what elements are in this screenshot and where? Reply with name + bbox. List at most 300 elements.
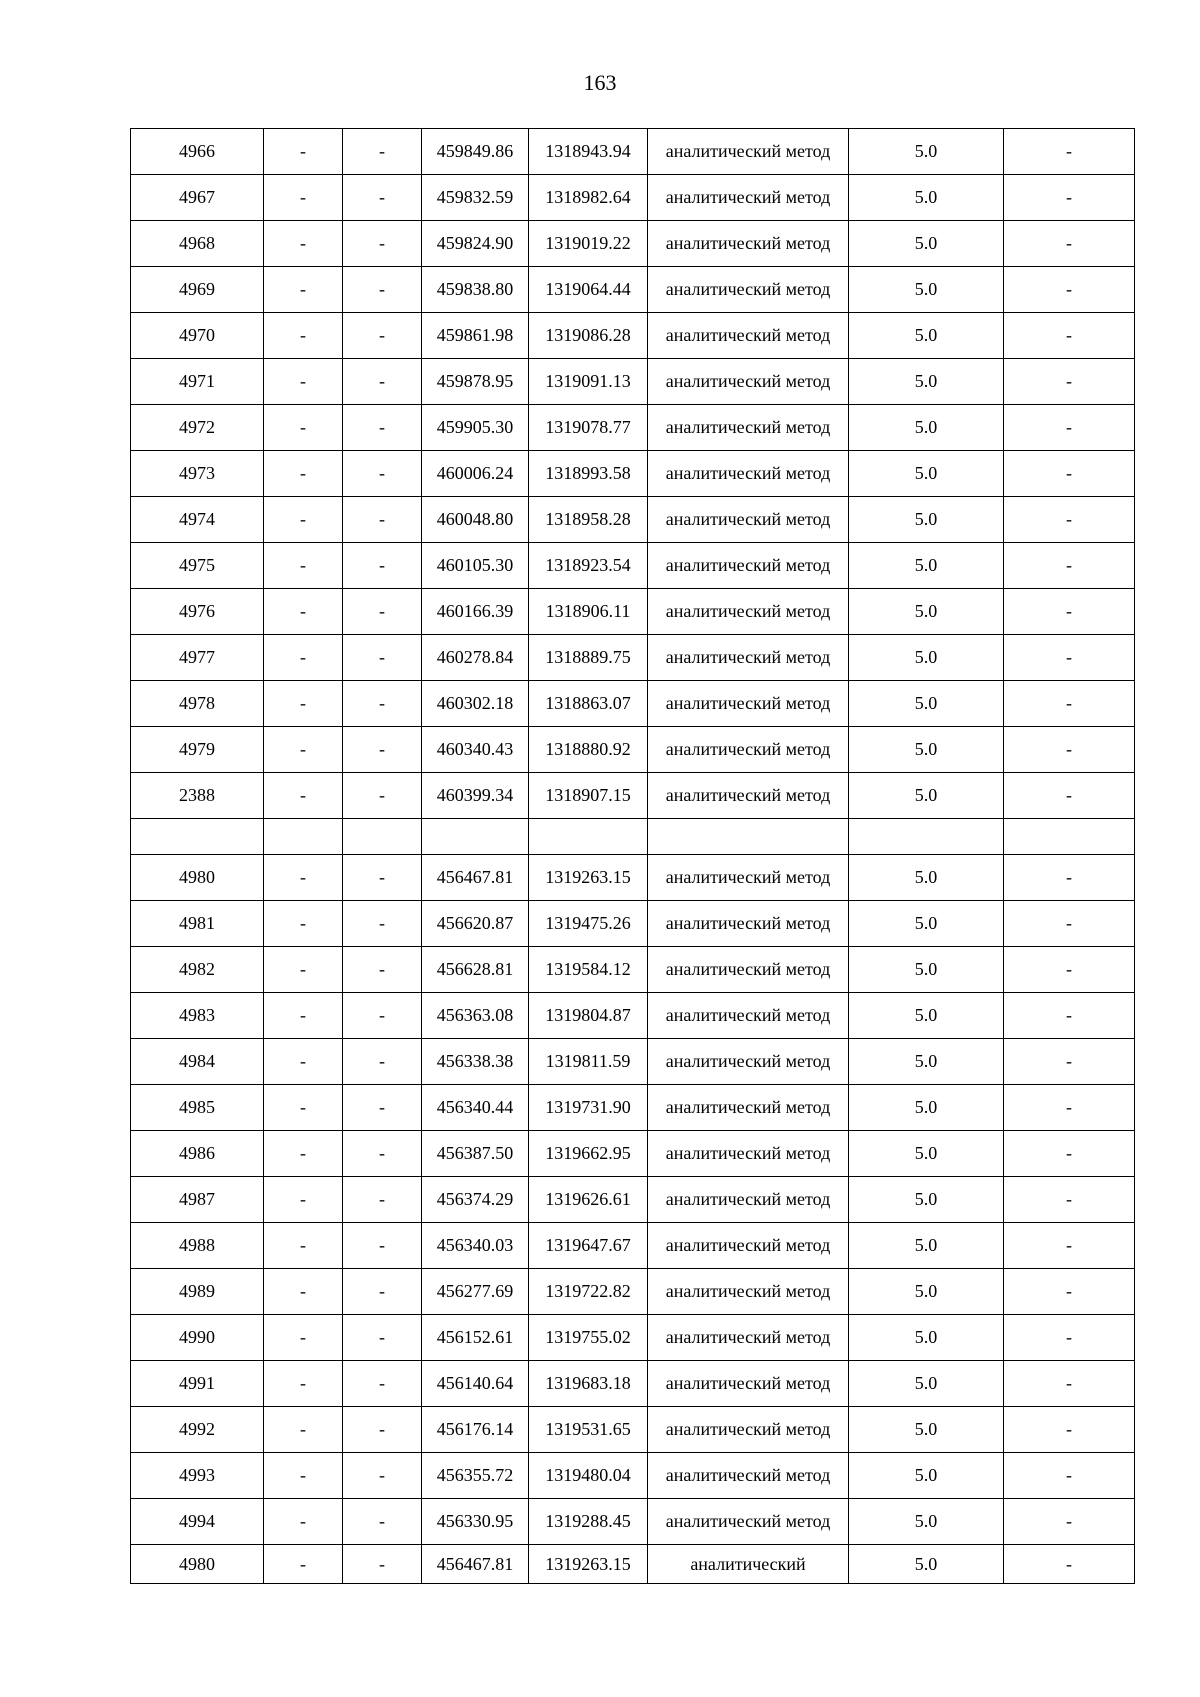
method-cell [648, 405, 849, 451]
accuracy-text: 5.0 [914, 1051, 938, 1071]
empty-column-3-text: - [379, 1419, 385, 1439]
note-text: - [1066, 1465, 1072, 1485]
point-number-cell [131, 819, 264, 855]
note-cell [1004, 681, 1135, 727]
accuracy-cell [849, 267, 1004, 313]
x-coordinate-cell [422, 1453, 529, 1499]
table-row [131, 589, 1135, 635]
point-number-cell [131, 1223, 264, 1269]
method-text: аналитический метод [665, 913, 831, 933]
empty-column-3-cell [343, 1545, 422, 1584]
note-cell [1004, 855, 1135, 901]
x-coordinate-cell [422, 1545, 529, 1584]
x-coordinate-cell [422, 773, 529, 819]
empty-column-2-text: - [300, 867, 306, 887]
note-cell [1004, 1499, 1135, 1545]
x-coordinate-cell [422, 543, 529, 589]
method-text: аналитический метод [665, 1005, 831, 1025]
y-coordinate-cell [529, 313, 648, 359]
empty-column-3-text: - [379, 325, 385, 345]
y-coordinate-cell [529, 267, 648, 313]
x-coordinate-text: 456363.08 [436, 1005, 514, 1025]
y-coordinate-cell [529, 405, 648, 451]
empty-column-2-text: - [300, 1051, 306, 1071]
point-number-text: 2388 [179, 785, 215, 805]
x-coordinate-text: 459861.98 [436, 325, 514, 345]
accuracy-text: 5.0 [914, 693, 938, 713]
y-coordinate-text: 1319480.04 [545, 1465, 631, 1485]
point-number-cell [131, 313, 264, 359]
y-coordinate-text: 1319064.44 [545, 279, 631, 299]
empty-column-2-cell [264, 1315, 343, 1361]
method-cell [648, 1131, 849, 1177]
point-number-cell [131, 773, 264, 819]
method-cell [648, 497, 849, 543]
method-cell [648, 359, 849, 405]
accuracy-cell [849, 901, 1004, 947]
empty-column-3-text: - [379, 785, 385, 805]
note-text: - [1066, 647, 1072, 667]
note-cell [1004, 221, 1135, 267]
note-text: - [1066, 1189, 1072, 1209]
empty-column-3-text: - [379, 647, 385, 667]
table-row [131, 1223, 1135, 1269]
empty-column-2-cell [264, 1131, 343, 1177]
y-coordinate-text: 1319755.02 [545, 1327, 631, 1347]
y-coordinate-text: 1319662.95 [545, 1143, 631, 1163]
method-cell [648, 819, 849, 855]
y-coordinate-cell [529, 497, 648, 543]
method-cell [648, 313, 849, 359]
y-coordinate-cell [529, 1407, 648, 1453]
accuracy-cell [849, 1315, 1004, 1361]
method-text: аналитический метод [665, 325, 831, 345]
accuracy-text: 5.0 [914, 739, 938, 759]
empty-column-2-text: - [300, 1465, 306, 1485]
method-text: аналитический метод [665, 187, 831, 207]
y-coordinate-cell [529, 1039, 648, 1085]
point-number-text: 4973 [179, 463, 215, 483]
x-coordinate-cell [422, 1269, 529, 1315]
x-coordinate-text: 456338.38 [436, 1051, 514, 1071]
point-number-text: 4989 [179, 1281, 215, 1301]
table-body [131, 129, 1135, 1584]
x-coordinate-text: 459824.90 [436, 233, 514, 253]
accuracy-cell [849, 589, 1004, 635]
note-text: - [1066, 417, 1072, 437]
y-coordinate-cell [529, 1085, 648, 1131]
point-number-text: 4970 [179, 325, 215, 345]
method-text: аналитический метод [665, 1235, 831, 1255]
empty-column-2-cell [264, 993, 343, 1039]
table-row [131, 267, 1135, 313]
y-coordinate-text: 1319263.15 [545, 1553, 631, 1574]
x-coordinate-cell [422, 175, 529, 221]
note-text: - [1066, 1373, 1072, 1393]
y-coordinate-text: 1318863.07 [545, 693, 631, 713]
empty-column-3-text: - [379, 555, 385, 575]
y-coordinate-cell [529, 727, 648, 773]
x-coordinate-text: 456152.61 [436, 1327, 514, 1347]
note-cell [1004, 405, 1135, 451]
note-cell [1004, 1453, 1135, 1499]
x-coordinate-cell [422, 1499, 529, 1545]
note-text: - [1066, 1419, 1072, 1439]
x-coordinate-cell [422, 1131, 529, 1177]
method-text: аналитический метод [665, 647, 831, 667]
accuracy-cell [849, 855, 1004, 901]
y-coordinate-cell [529, 1269, 648, 1315]
note-text: - [1066, 601, 1072, 621]
empty-column-2-cell [264, 1361, 343, 1407]
table-row [131, 947, 1135, 993]
accuracy-text: 5.0 [914, 647, 938, 667]
empty-column-3-cell [343, 1223, 422, 1269]
method-text: аналитический метод [665, 959, 831, 979]
x-coordinate-cell [422, 1223, 529, 1269]
empty-column-3-cell [343, 1269, 422, 1315]
table-row [131, 727, 1135, 773]
note-text: - [1066, 1097, 1072, 1117]
x-coordinate-text: 456277.69 [436, 1281, 514, 1301]
table-row [131, 1315, 1135, 1361]
point-number-text: 4975 [179, 555, 215, 575]
y-coordinate-cell [529, 1545, 648, 1584]
accuracy-text: 5.0 [914, 1373, 938, 1393]
table-row [131, 313, 1135, 359]
point-number-cell [131, 1177, 264, 1223]
point-number-cell [131, 947, 264, 993]
accuracy-cell [849, 947, 1004, 993]
point-number-cell [131, 359, 264, 405]
accuracy-text: 5.0 [914, 1281, 938, 1301]
method-text: аналитический метод [665, 1465, 831, 1485]
x-coordinate-text: 456620.87 [436, 913, 514, 933]
method-text: аналитический метод [665, 601, 831, 621]
point-number-text: 4966 [179, 141, 215, 161]
empty-column-3-cell [343, 1499, 422, 1545]
accuracy-cell [849, 1499, 1004, 1545]
empty-column-2-cell [264, 947, 343, 993]
empty-column-2-cell [264, 359, 343, 405]
y-coordinate-cell [529, 589, 648, 635]
y-coordinate-text: 1319683.18 [545, 1373, 631, 1393]
empty-column-3-text: - [379, 601, 385, 621]
empty-column-3-text: - [379, 279, 385, 299]
note-cell [1004, 313, 1135, 359]
accuracy-text: 5.0 [914, 141, 938, 161]
point-number-cell [131, 267, 264, 313]
method-cell [648, 855, 849, 901]
method-text: аналитический метод [665, 1097, 831, 1117]
method-cell [648, 1407, 849, 1453]
y-coordinate-text: 1319804.87 [545, 1005, 631, 1025]
accuracy-cell [849, 1269, 1004, 1315]
y-coordinate-cell [529, 1361, 648, 1407]
accuracy-cell [849, 1131, 1004, 1177]
note-cell [1004, 727, 1135, 773]
empty-column-3-cell [343, 359, 422, 405]
y-coordinate-cell [529, 819, 648, 855]
y-coordinate-cell [529, 1131, 648, 1177]
table-row [131, 221, 1135, 267]
accuracy-cell [849, 993, 1004, 1039]
empty-column-3-cell [343, 267, 422, 313]
accuracy-text: 5.0 [914, 959, 938, 979]
method-cell [648, 221, 849, 267]
method-cell [648, 1499, 849, 1545]
table-row [131, 451, 1135, 497]
method-text: аналитический метод [665, 141, 831, 161]
empty-column-2-text: - [300, 279, 306, 299]
accuracy-text: 5.0 [914, 187, 938, 207]
point-number-cell [131, 727, 264, 773]
note-cell [1004, 947, 1135, 993]
x-coordinate-text: 460166.39 [436, 601, 514, 621]
y-coordinate-cell [529, 947, 648, 993]
y-coordinate-cell [529, 451, 648, 497]
accuracy-cell [849, 313, 1004, 359]
accuracy-cell [849, 1407, 1004, 1453]
x-coordinate-cell [422, 359, 529, 405]
accuracy-text: 5.0 [914, 325, 938, 345]
x-coordinate-text: 459832.59 [436, 187, 514, 207]
empty-column-3-text: - [379, 1553, 385, 1574]
spacer-row [131, 819, 1135, 855]
empty-column-2-cell [264, 1177, 343, 1223]
accuracy-text: 5.0 [914, 1511, 938, 1531]
empty-column-3-cell [343, 1453, 422, 1499]
x-coordinate-text: 456467.81 [436, 1553, 514, 1574]
empty-column-2-cell [264, 405, 343, 451]
method-text: аналитический метод [665, 1327, 831, 1347]
empty-column-3-text: - [379, 1005, 385, 1025]
empty-column-2-cell [264, 175, 343, 221]
coordinates-table [130, 128, 1135, 1584]
method-cell [648, 129, 849, 175]
empty-column-3-cell [343, 901, 422, 947]
accuracy-cell [849, 359, 1004, 405]
note-text: - [1066, 187, 1072, 207]
method-cell [648, 267, 849, 313]
method-cell [648, 1085, 849, 1131]
point-number-cell [131, 1085, 264, 1131]
accuracy-text: 5.0 [914, 555, 938, 575]
y-coordinate-cell [529, 681, 648, 727]
x-coordinate-text: 456340.44 [436, 1097, 514, 1117]
empty-column-2-cell [264, 1269, 343, 1315]
x-coordinate-cell [422, 1177, 529, 1223]
empty-column-2-cell [264, 543, 343, 589]
empty-column-3-cell [343, 405, 422, 451]
empty-column-2-cell [264, 129, 343, 175]
accuracy-text: 5.0 [914, 463, 938, 483]
note-text: - [1066, 693, 1072, 713]
empty-column-2-cell [264, 589, 343, 635]
method-text: аналитический метод [665, 785, 831, 805]
y-coordinate-cell [529, 1177, 648, 1223]
empty-column-3-cell [343, 1131, 422, 1177]
empty-column-2-text: - [300, 1419, 306, 1439]
table-row [131, 175, 1135, 221]
note-text: - [1066, 1327, 1072, 1347]
y-coordinate-text: 1319086.28 [545, 325, 631, 345]
note-cell [1004, 1407, 1135, 1453]
empty-column-3-text: - [379, 959, 385, 979]
y-coordinate-cell [529, 635, 648, 681]
point-number-text: 4971 [179, 371, 215, 391]
empty-column-3-cell [343, 1085, 422, 1131]
x-coordinate-cell [422, 267, 529, 313]
table-row [131, 405, 1135, 451]
table-row [131, 1039, 1135, 1085]
note-cell [1004, 773, 1135, 819]
method-text: аналитический метод [665, 1419, 831, 1439]
point-number-text: 4987 [179, 1189, 215, 1209]
empty-column-3-text: - [379, 867, 385, 887]
note-cell [1004, 129, 1135, 175]
empty-column-3-cell [343, 681, 422, 727]
accuracy-text: 5.0 [914, 1189, 938, 1209]
note-text: - [1066, 1235, 1072, 1255]
table-row [131, 993, 1135, 1039]
empty-column-3-text: - [379, 509, 385, 529]
empty-column-2-text: - [300, 959, 306, 979]
accuracy-text: 5.0 [914, 371, 938, 391]
method-cell [648, 1177, 849, 1223]
method-text: аналитический метод [665, 233, 831, 253]
method-cell [648, 635, 849, 681]
table-row [131, 1085, 1135, 1131]
point-number-text: 4994 [179, 1511, 215, 1531]
y-coordinate-text: 1318907.15 [545, 785, 631, 805]
point-number-cell [131, 681, 264, 727]
point-number-text: 4978 [179, 693, 215, 713]
empty-column-2-cell [264, 819, 343, 855]
note-text: - [1066, 1051, 1072, 1071]
point-number-cell [131, 1545, 264, 1584]
empty-column-3-text: - [379, 1189, 385, 1209]
empty-column-3-text: - [379, 1327, 385, 1347]
empty-column-2-text: - [300, 1327, 306, 1347]
point-number-text: 4985 [179, 1097, 215, 1117]
x-coordinate-text: 456140.64 [436, 1373, 514, 1393]
y-coordinate-text: 1318880.92 [545, 739, 631, 759]
accuracy-text: 5.0 [914, 417, 938, 437]
note-text: - [1066, 555, 1072, 575]
method-text: аналитический метод [665, 417, 831, 437]
point-number-text: 4974 [179, 509, 215, 529]
empty-column-2-text: - [300, 1235, 306, 1255]
point-number-text: 4990 [179, 1327, 215, 1347]
x-coordinate-text: 456176.14 [436, 1419, 514, 1439]
empty-column-2-cell [264, 1499, 343, 1545]
empty-column-3-text: - [379, 1465, 385, 1485]
table-row [131, 359, 1135, 405]
empty-column-2-cell [264, 497, 343, 543]
method-text: аналитический метод [665, 509, 831, 529]
x-coordinate-cell [422, 1039, 529, 1085]
accuracy-text: 5.0 [914, 509, 938, 529]
empty-column-3-text: - [379, 1097, 385, 1117]
method-cell [648, 1223, 849, 1269]
accuracy-text: 5.0 [914, 913, 938, 933]
note-cell [1004, 451, 1135, 497]
note-text: - [1066, 739, 1072, 759]
note-text: - [1066, 785, 1072, 805]
table-row [131, 1499, 1135, 1545]
x-coordinate-text: 460105.30 [436, 555, 514, 575]
y-coordinate-cell [529, 543, 648, 589]
accuracy-text: 5.0 [914, 1097, 938, 1117]
x-coordinate-cell [422, 681, 529, 727]
point-number-cell [131, 1039, 264, 1085]
accuracy-cell [849, 773, 1004, 819]
method-text: аналитический [690, 1553, 806, 1574]
accuracy-text: 5.0 [914, 1143, 938, 1163]
method-text: аналитический метод [665, 279, 831, 299]
empty-column-3-cell [343, 635, 422, 681]
table-row [131, 1177, 1135, 1223]
point-number-text: 4984 [179, 1051, 215, 1071]
x-coordinate-text: 456628.81 [436, 959, 514, 979]
table-row [131, 773, 1135, 819]
empty-column-2-cell [264, 635, 343, 681]
x-coordinate-cell [422, 405, 529, 451]
note-cell [1004, 497, 1135, 543]
y-coordinate-text: 1319584.12 [545, 959, 631, 979]
accuracy-cell [849, 1223, 1004, 1269]
empty-column-3-cell [343, 993, 422, 1039]
accuracy-cell [849, 543, 1004, 589]
empty-column-2-cell [264, 901, 343, 947]
x-coordinate-cell [422, 901, 529, 947]
y-coordinate-text: 1319288.45 [545, 1511, 631, 1531]
x-coordinate-cell [422, 947, 529, 993]
table-row [131, 1269, 1135, 1315]
table-row [131, 1453, 1135, 1499]
table-row [131, 901, 1135, 947]
accuracy-text: 5.0 [914, 1327, 938, 1347]
empty-column-2-text: - [300, 693, 306, 713]
point-number-cell [131, 497, 264, 543]
y-coordinate-text: 1319531.65 [545, 1419, 631, 1439]
note-cell [1004, 635, 1135, 681]
x-coordinate-cell [422, 313, 529, 359]
note-cell [1004, 175, 1135, 221]
note-cell [1004, 1039, 1135, 1085]
empty-column-3-cell [343, 1315, 422, 1361]
empty-column-2-text: - [300, 555, 306, 575]
x-coordinate-cell [422, 589, 529, 635]
note-cell [1004, 359, 1135, 405]
accuracy-cell [849, 1361, 1004, 1407]
accuracy-cell [849, 1085, 1004, 1131]
empty-column-2-cell [264, 773, 343, 819]
accuracy-text: 5.0 [914, 279, 938, 299]
empty-column-3-cell [343, 855, 422, 901]
empty-column-3-cell [343, 773, 422, 819]
method-cell [648, 1269, 849, 1315]
empty-column-3-cell [343, 313, 422, 359]
y-coordinate-text: 1319263.15 [545, 867, 631, 887]
y-coordinate-cell [529, 129, 648, 175]
note-text: - [1066, 141, 1072, 161]
note-cell [1004, 819, 1135, 855]
note-text: - [1066, 325, 1072, 345]
point-number-text: 4982 [179, 959, 215, 979]
y-coordinate-text: 1318906.11 [545, 601, 631, 621]
